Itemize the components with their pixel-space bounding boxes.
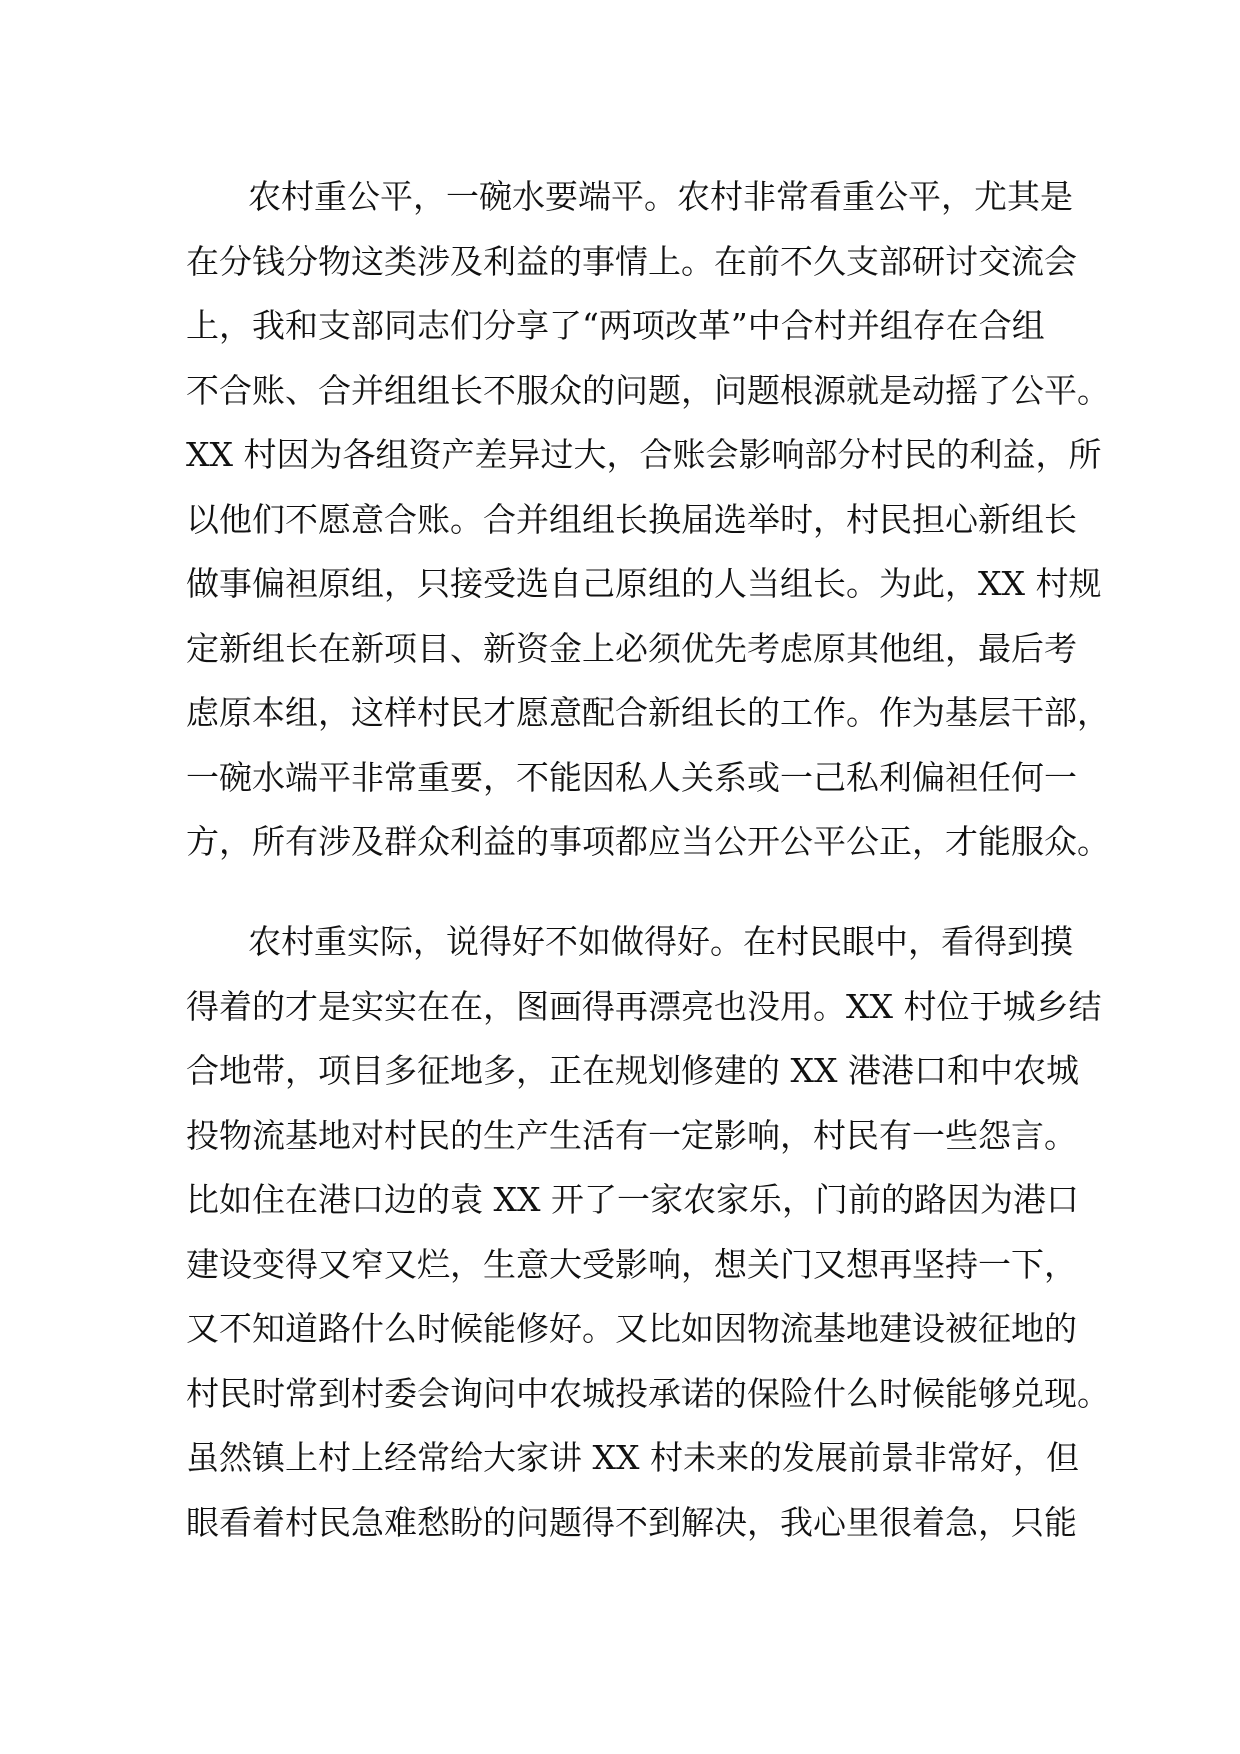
text-line: 方，所有涉及群众利益的事项都应当公开公平公正，才能服众。 <box>186 822 1110 861</box>
text-line: 投物流基地对村民的生产生活有一定影响，村民有一些怨言。 <box>186 1115 1077 1155</box>
text-line: XX 村因为各组资产差异过大，合账会影响部分村民的利益，所 <box>186 435 1102 474</box>
text-line: 农村重公平，一碗水要端平。农村非常看重公平，尤其是 <box>248 177 1073 216</box>
text-line: 虽然镇上村上经常给大家讲 XX 村未来的发展前景非常好，但 <box>186 1438 1079 1477</box>
text-line: 农村重实际，说得好不如做得好。在村民眼中，看得到摸 <box>248 922 1073 961</box>
text-line: 定新组长在新项目、新资金上必须优先考虑原其他组，最后考 <box>186 628 1077 668</box>
text-line: 合地带，项目多征地多，正在规划修建的 XX 港港口和中农城 <box>186 1051 1079 1090</box>
text-line: 在分钱分物这类涉及利益的事情上。在前不久支部研讨交流会 <box>186 241 1077 281</box>
text-line: 建设变得又窄又烂，生意大受影响，想关门又想再坚持一下， <box>186 1244 1077 1284</box>
paragraph-practicality <box>186 910 1110 1555</box>
text-line: 不合账、合并组组长不服众的问题，问题根源就是动摇了公平。 <box>186 370 1110 410</box>
text-line: 一碗水端平非常重要，不能因私人关系或一己私利偏袒任何一 <box>186 757 1077 797</box>
text-line: 上，我和支部同志们分享了“两项改革”中合村并组存在合组 <box>186 306 1045 345</box>
text-line: 村民时常到村委会询问中农城投承诺的保险什么时候能够兑现。 <box>186 1373 1110 1413</box>
text-line: 做事偏袒原组，只接受选自己原组的人当组长。为此，XX 村规 <box>186 564 1102 603</box>
text-line: 又不知道路什么时候能修好。又比如因物流基地建设被征地的 <box>186 1309 1077 1348</box>
text-line: 以他们不愿意合账。合并组组长换届选举时，村民担心新组长 <box>186 499 1077 539</box>
text-line: 比如住在港口边的袁 XX 开了一家农家乐，门前的路因为港口 <box>186 1180 1079 1219</box>
text-line: 得着的才是实实在在，图画得再漂亮也没用。XX 村位于城乡结 <box>186 986 1102 1026</box>
text-line: 虑原本组，这样村民才愿意配合新组长的工作。作为基层干部， <box>186 693 1110 732</box>
paragraph-fairness <box>186 165 1110 875</box>
text-line: 眼看着村民急难愁盼的问题得不到解决，我心里很着急，只能 <box>186 1502 1077 1542</box>
